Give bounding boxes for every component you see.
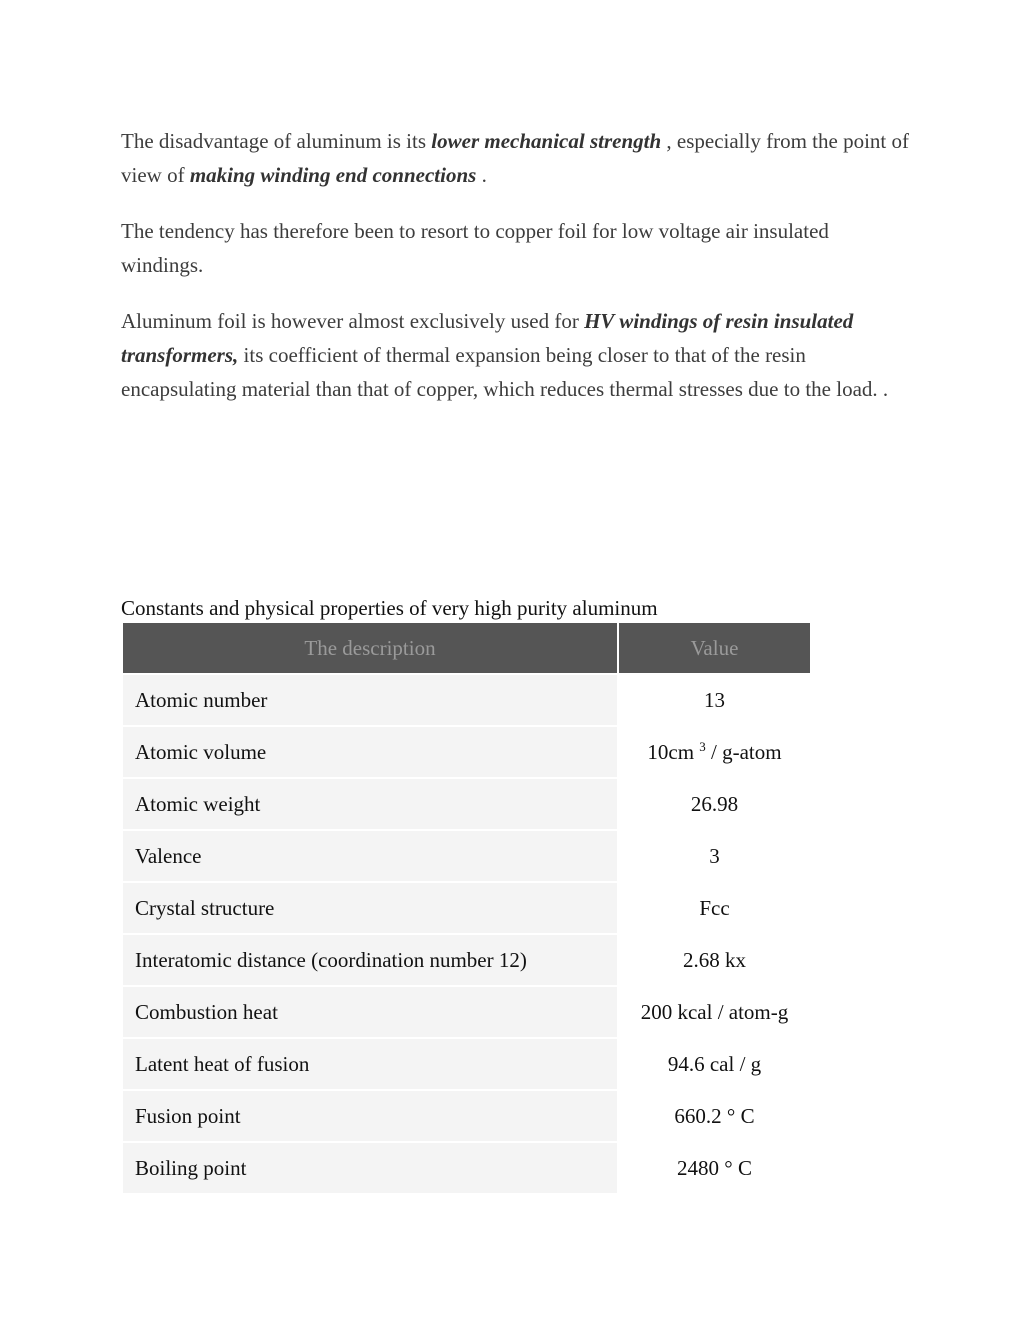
paragraph-aluminum-foil-hv: Aluminum foil is however almost exclusively used for HV windings of resin insulated transformers, its coefficient of thermal expansion being closer to that of the resin encapsulating material than that of copper, which reduces thermal stresses due to the load. . [121,309,889,401]
table-row [123,935,810,985]
row-value: 94.6 cal / g [619,1039,810,1089]
emphasis-winding-connections: making winding end connections [189,163,477,187]
table-header-row [123,623,810,673]
emphasis-mechanical-strength: lower mechanical strength [431,129,662,153]
paragraph-aluminum-disadvantage: The disadvantage of aluminum is its lower mechanical strength , especially from the point of view of making winding end connections . [121,129,909,187]
paragraph-copper-foil: The tendency has therefore been to resort to copper foil for low voltage air insulated windings. [121,219,829,277]
row-description: Fusion point [123,1091,617,1141]
header-value: Value [619,623,810,673]
row-value: 2.68 kx [619,935,810,985]
table-row [123,727,810,777]
row-description: Atomic weight [123,779,617,829]
row-value: 2480 ° C [619,1143,810,1193]
row-description: Interatomic distance (coordination number 12) [123,935,617,985]
article-body [121,124,911,428]
properties-table [121,621,812,1195]
row-value: 3 [619,831,810,881]
row-value: 200 kcal / atom-g [619,987,810,1037]
row-value: 26.98 [619,779,810,829]
row-value: Fcc [619,883,810,933]
row-value: 13 [619,675,810,725]
table-row [123,831,810,881]
superscript-exponent: 3 [699,739,706,754]
row-description: Crystal structure [123,883,617,933]
row-description: Boiling point [123,1143,617,1193]
table-row [123,675,810,725]
row-value: 10cm $^3$ / g-atom [619,727,810,777]
row-description: Combustion heat [123,987,617,1037]
table-row [123,779,810,829]
header-description: The description [123,623,617,673]
table-row [123,1039,810,1089]
row-value: 660.2 ° C [619,1091,810,1141]
table-row [123,1091,810,1141]
table-row [123,987,810,1037]
row-description: Atomic volume [123,727,617,777]
table-row [123,1143,810,1193]
table-row [123,883,810,933]
row-description: Valence [123,831,617,881]
table-caption: Constants and physical properties of very high purity aluminum [121,596,658,620]
row-description: Atomic number [123,675,617,725]
emphasis-hv-windings: HV windings of resin insulated transformers, [121,309,854,367]
row-description: Latent heat of fusion [123,1039,617,1089]
